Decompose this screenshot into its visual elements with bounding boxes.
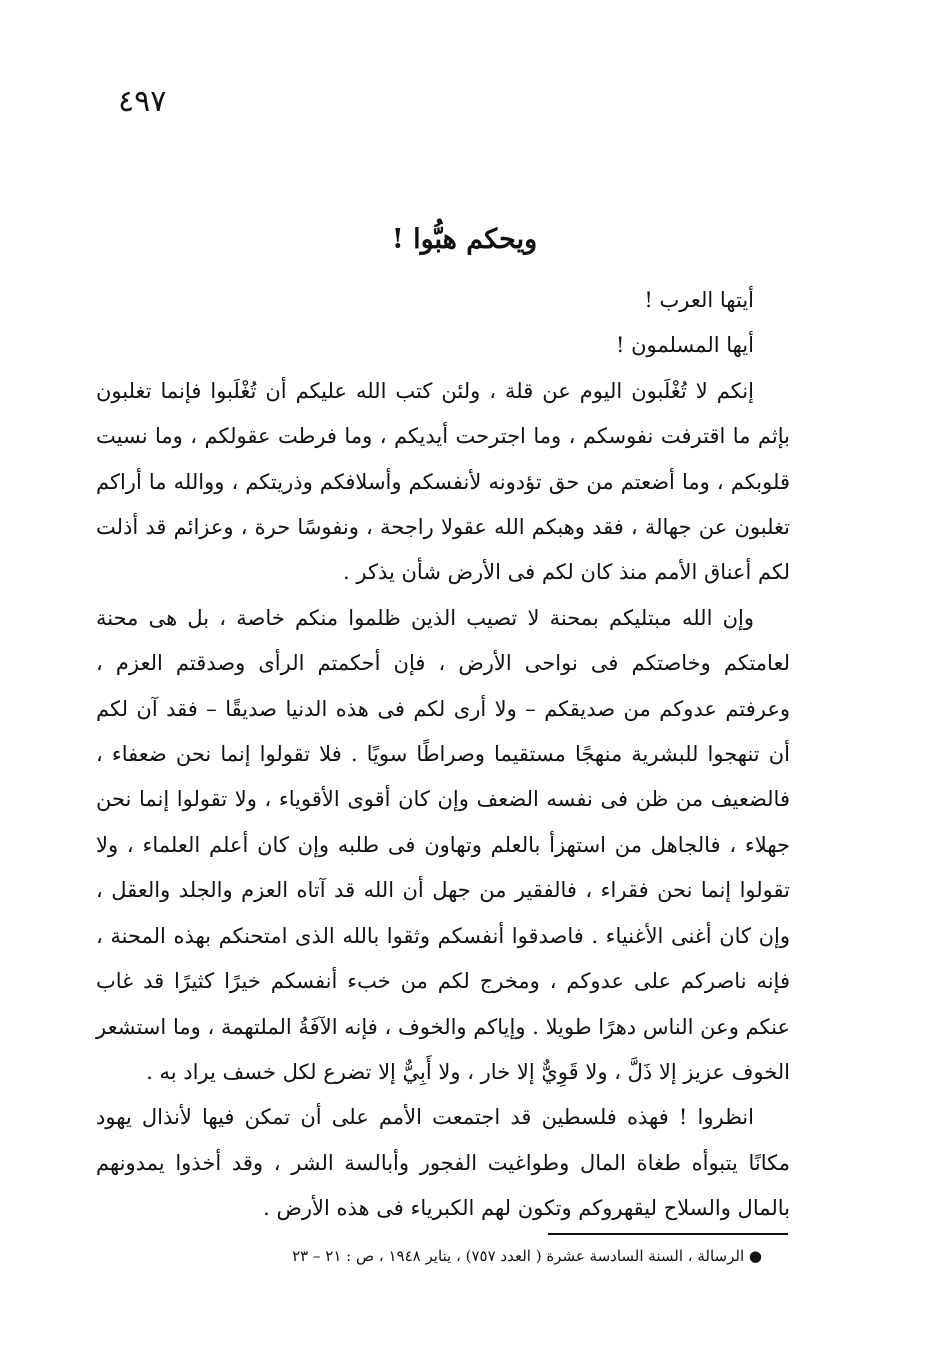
paragraph-2: وإن الله مبتليكم بمحنة لا تصيب الذين ظلموا منكم خاصة ، بل هى محنة لعامتكم وخاصتكم فى نواحى الأرض ، فإن أحكمتم الرأى وصدقتم العزم ، وعرفتم عدوكم من صديقكم – ولا أرى لكم فى هذه الدنيا صديقًا – فقد آن لكم أن تنهجوا للبشرية منهجًا مستقيما وصراطًا سويًا . فلا تقولوا إنما نحن ضعفاء ، فالضعيف من ظن فى نفسه الضعف وإن كان أقوى الأقوياء ، ولا تقولوا إنما نحن جهلاء ، فالجاهل من استهزأ بالعلم وتهاون فى طلبه وإن كان أعلم العلماء ، ولا تقولوا إنما نحن فقراء ، فالفقير من جهل أن الله قد آتاه العزم والجلد والعقل ، وإن كان أغنى الأغنياء . فاصدقوا أنفسكم وثقوا بالله الذى امتحنكم بهذه المحنة ، فإنه ناصركم على عدوكم ، ومخرج لكم من خبء أنفسكم خيرًا كثيرًا قد غاب عنكم وعن الناس دهرًا طويلا . وإياكم والخوف ، فإنه الآفَةُ الملتهمة ، وما استشعر الخوف عزيز إلا ذَلَّ ، ولا قَوِيٌّ إلا خار ، ولا أَبِيٌّ إلا تضرع لكل خسف يراد به . xyxy=(96,605,790,1084)
paragraph-3: انظروا ! فهذه فلسطين قد اجتمعت الأمم على أن تمكن فيها لأنذال يهود مكانًا يتبوأه طغاة المال وطواغيت الفجور وأبالسة الشر ، وقد أخذوا يمدونهم بالمال والسلاح ليقهروكم وتكون لهم الكبرياء فى هذه الأرض . xyxy=(96,1105,790,1221)
page-number: ٤٩٧ xyxy=(118,84,167,119)
footnote-divider xyxy=(548,1233,788,1235)
paragraph-1: إنكم لا تُغْلَبون اليوم عن قلة ، ولئن كتب الله عليكم أن تُغْلَبوا فإنما تغلبون بإثم ما اقترفت نفوسكم ، وما اجترحت أيديكم ، وما فرطت عقولكم ، وما نسيت قلوبكم ، وما أضعتم من حق تؤدونه لأنفسكم وأسلافكم وذريتكم ، ووالله ما أراكم تغلبون عن جهالة ، فقد وهبكم الله عقولا راجحة ، ونفوسًا حرة ، وعزائم قد أذلت لكم أعناق الأمم منذ كان لكم فى الأرض شأن يذكر . xyxy=(96,378,790,585)
article-title: ويحكم هبُّوا ! xyxy=(391,224,538,255)
article-body xyxy=(96,278,790,1232)
salutation-arabs: أيتها العرب ! xyxy=(644,288,754,312)
salutation-muslims: أيها المسلمون ! xyxy=(615,333,754,358)
footnote: ● الرسالة ، السنة السادسة عشرة ( العدد ٧٥٧) ، يناير ١٩٤٨ ، ص : ٢١ – ٢٣ xyxy=(292,1247,762,1265)
